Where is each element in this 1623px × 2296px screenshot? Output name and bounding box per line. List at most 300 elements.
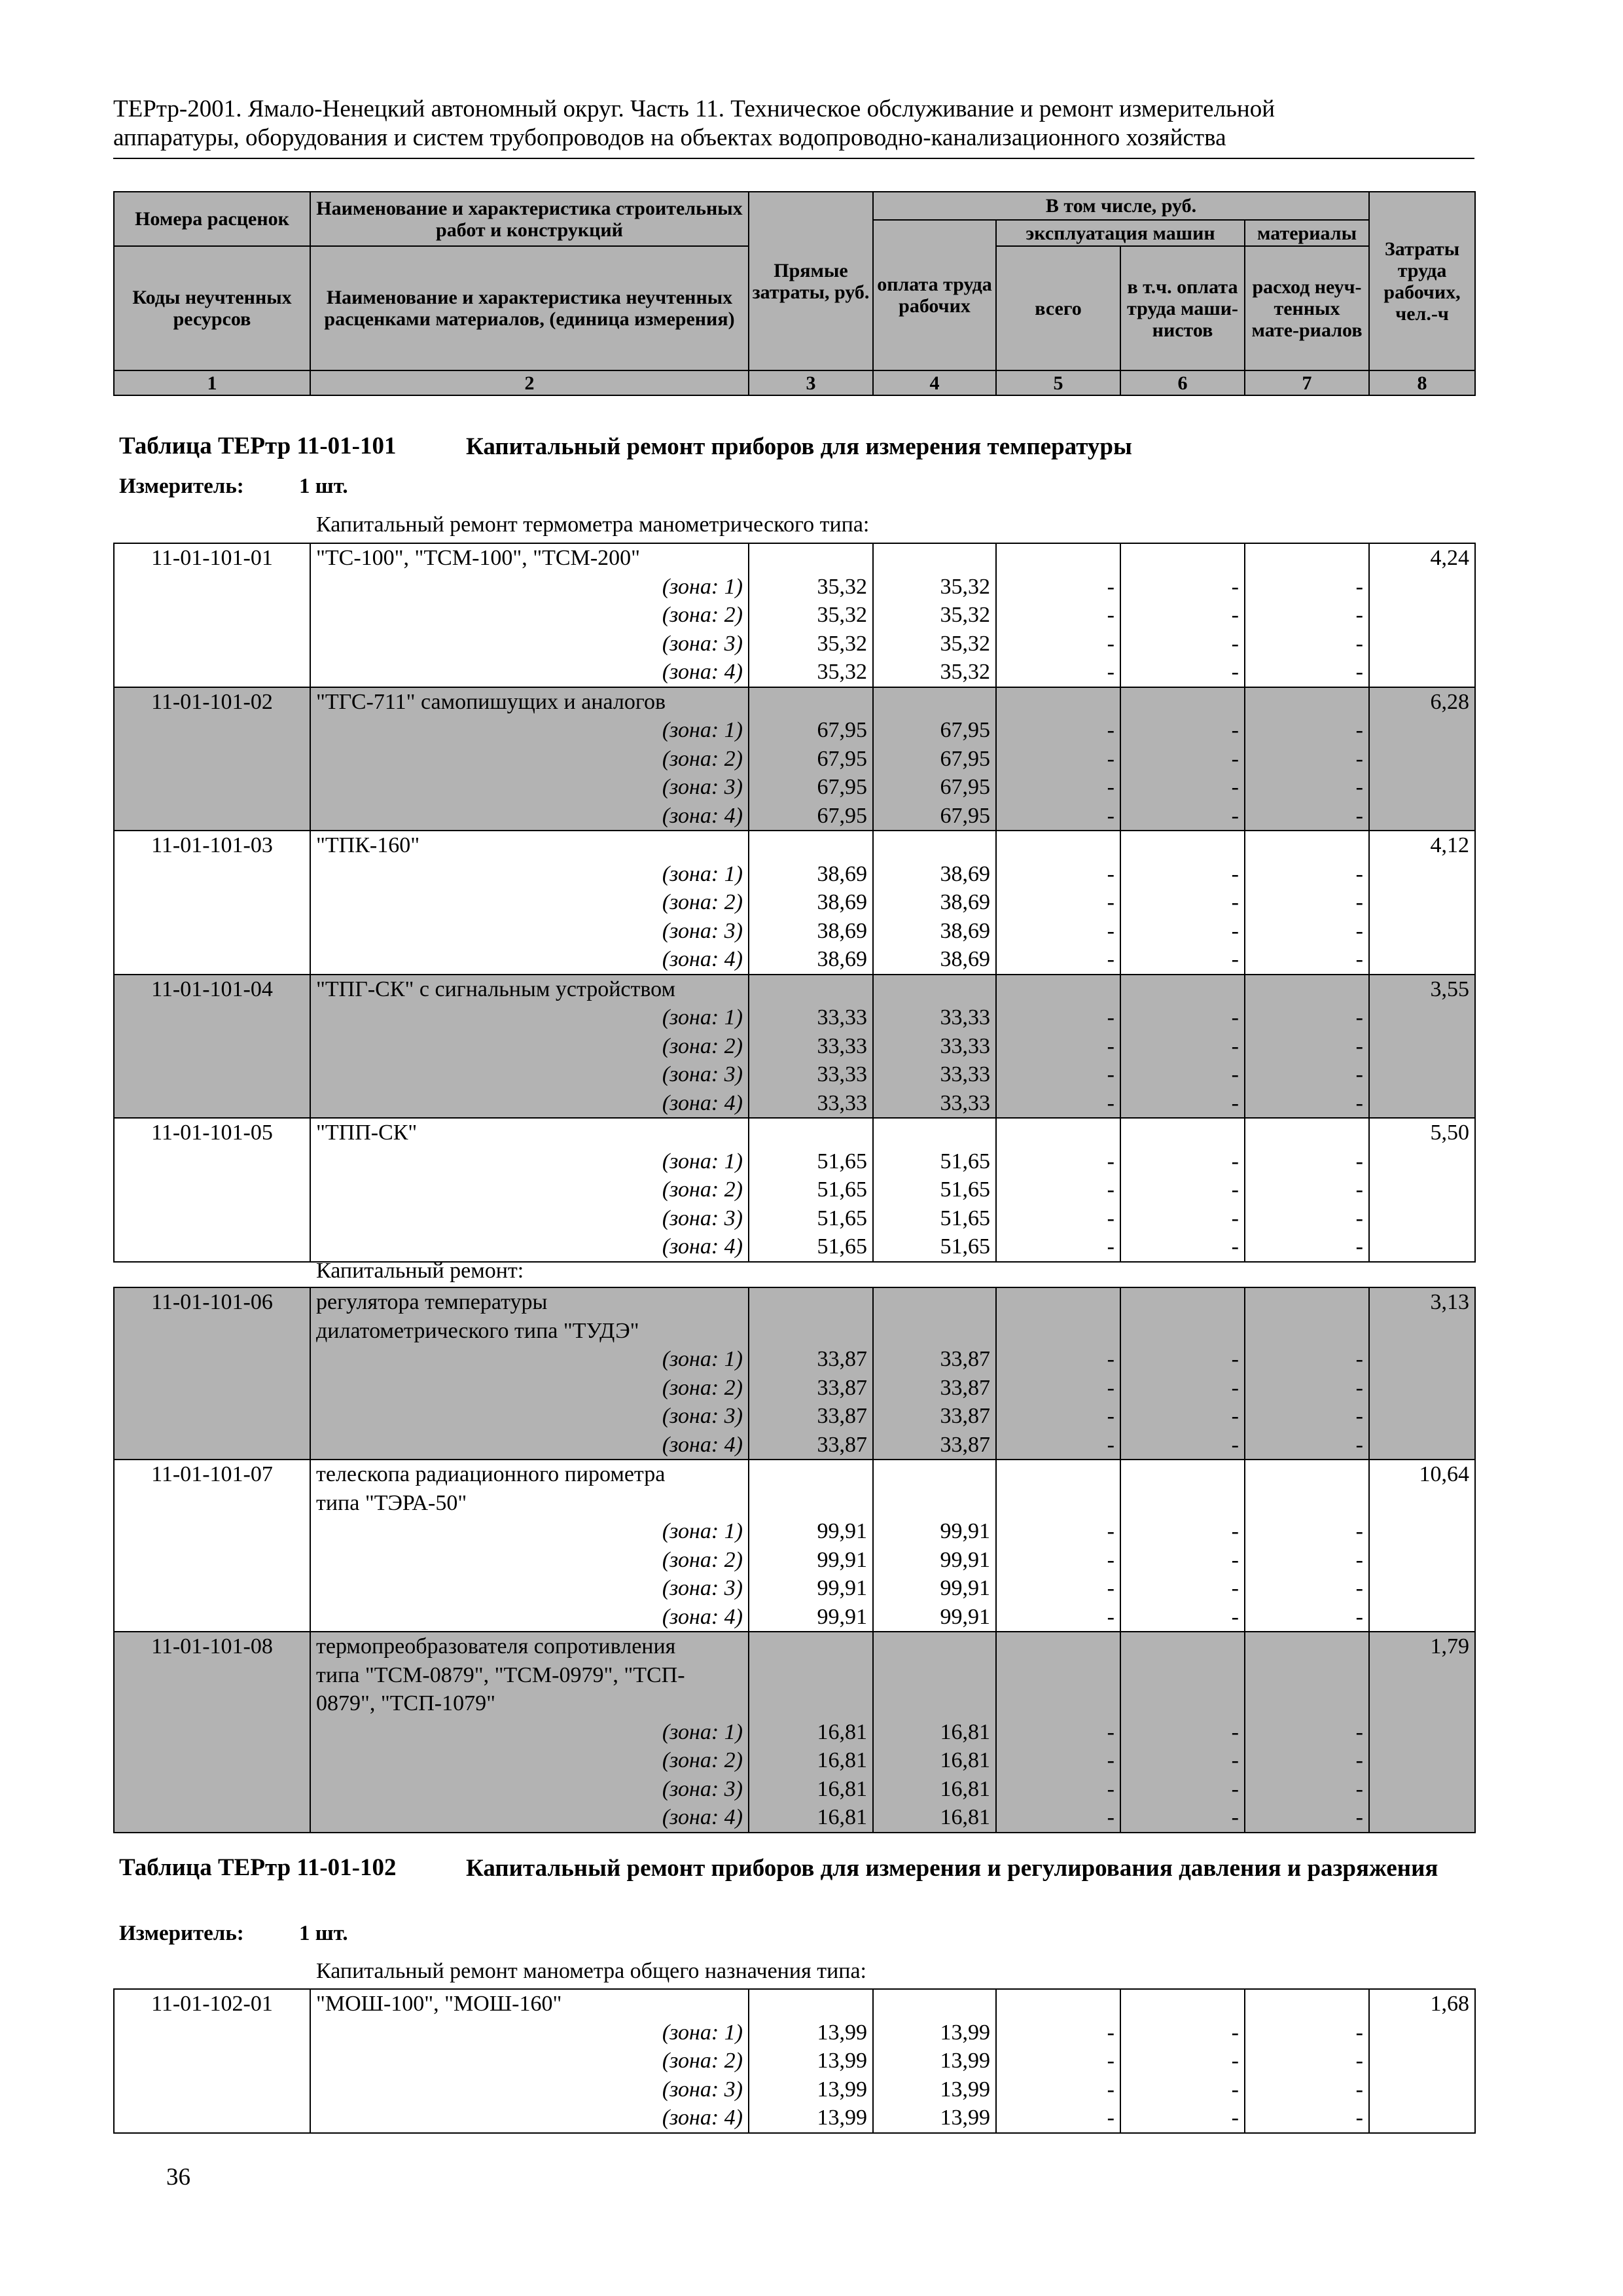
empty-cell bbox=[1369, 1746, 1475, 1775]
rate-group bbox=[114, 543, 1475, 687]
machinist-wage: - bbox=[1120, 1517, 1245, 1546]
worker-wage: 35,32 bbox=[873, 573, 996, 601]
empty-cell bbox=[114, 888, 310, 917]
machines-total: - bbox=[996, 1603, 1120, 1632]
rate-group bbox=[114, 687, 1475, 831]
direct-cost: 33,33 bbox=[749, 1032, 873, 1061]
empty-cell bbox=[1245, 1287, 1369, 1317]
zone-label: (зона: 4) bbox=[310, 2104, 749, 2133]
table-row bbox=[114, 1118, 1475, 1147]
materials-use: - bbox=[1245, 1089, 1369, 1119]
empty-cell bbox=[1245, 1661, 1369, 1690]
header-line-2: аппаратуры, оборудования и систем трубопроводов на объектах водопроводно-канализационного хозяйства bbox=[113, 124, 1226, 151]
machinist-wage: - bbox=[1120, 1574, 1245, 1603]
empty-cell bbox=[1369, 1402, 1475, 1431]
machines-total: - bbox=[996, 745, 1120, 774]
rate-code: 11-01-101-08 bbox=[114, 1632, 310, 1661]
machinist-wage: - bbox=[1120, 1032, 1245, 1061]
worker-wage: 16,81 bbox=[873, 1746, 996, 1775]
empty-cell bbox=[749, 1632, 873, 1661]
rate-name: типа "ТЭРА-50" bbox=[310, 1489, 749, 1518]
zone-row bbox=[114, 658, 1475, 687]
empty-cell bbox=[873, 975, 996, 1004]
zone-label: (зона: 2) bbox=[310, 745, 749, 774]
col-number: 4 bbox=[873, 370, 996, 395]
labor-cost bbox=[1369, 1661, 1475, 1690]
empty-cell bbox=[749, 975, 873, 1004]
empty-cell bbox=[873, 1661, 996, 1690]
direct-cost: 16,81 bbox=[749, 1746, 873, 1775]
machines-total: - bbox=[996, 658, 1120, 687]
zone-label: (зона: 3) bbox=[310, 630, 749, 658]
worker-wage: 13,99 bbox=[873, 2047, 996, 2075]
direct-cost: 51,65 bbox=[749, 1232, 873, 1262]
labor-cost: 1,79 bbox=[1369, 1632, 1475, 1661]
worker-wage: 38,69 bbox=[873, 860, 996, 889]
direct-cost: 38,69 bbox=[749, 860, 873, 889]
labor-cost: 4,24 bbox=[1369, 543, 1475, 573]
empty-cell bbox=[1369, 716, 1475, 745]
labor-cost: 1,68 bbox=[1369, 1989, 1475, 2018]
empty-cell bbox=[1245, 1989, 1369, 2018]
machines-total: - bbox=[996, 888, 1120, 917]
materials-header: материалы bbox=[1245, 220, 1369, 246]
zone-row bbox=[114, 745, 1475, 774]
direct-cost: 38,69 bbox=[749, 945, 873, 975]
empty-cell bbox=[996, 1661, 1120, 1690]
empty-cell bbox=[114, 1431, 310, 1460]
machinist-wage: - bbox=[1120, 573, 1245, 601]
direct-cost: 35,32 bbox=[749, 601, 873, 630]
zone-label: (зона: 4) bbox=[310, 1803, 749, 1833]
empty-cell bbox=[996, 1489, 1120, 1518]
empty-cell bbox=[1245, 1489, 1369, 1518]
empty-cell bbox=[1245, 687, 1369, 717]
direct-cost: 16,81 bbox=[749, 1803, 873, 1833]
direct-cost: 99,91 bbox=[749, 1517, 873, 1546]
zone-label: (зона: 3) bbox=[310, 1402, 749, 1431]
machinist-wage: - bbox=[1120, 2047, 1245, 2075]
materials-use: - bbox=[1245, 945, 1369, 975]
empty-cell bbox=[749, 1287, 873, 1317]
direct-cost: 33,87 bbox=[749, 1431, 873, 1460]
worker-wage: 51,65 bbox=[873, 1147, 996, 1176]
empty-cell bbox=[114, 773, 310, 802]
table1-data-part2 bbox=[113, 1287, 1476, 1833]
worker-wage: 33,87 bbox=[873, 1345, 996, 1374]
table2-meter bbox=[119, 1922, 348, 1946]
zone-row bbox=[114, 1175, 1475, 1204]
empty-cell bbox=[114, 1546, 310, 1575]
materials-use: - bbox=[1245, 2075, 1369, 2104]
direct-cost: 33,87 bbox=[749, 1374, 873, 1403]
machines-total: - bbox=[996, 2104, 1120, 2133]
machinist-wage: - bbox=[1120, 773, 1245, 802]
machines-total: - bbox=[996, 573, 1120, 601]
direct-cost: 51,65 bbox=[749, 1147, 873, 1176]
rate-group bbox=[114, 1460, 1475, 1632]
machinist-wage: - bbox=[1120, 1232, 1245, 1262]
empty-cell bbox=[749, 1489, 873, 1518]
materials-use: - bbox=[1245, 1431, 1369, 1460]
machines-total: - bbox=[996, 1402, 1120, 1431]
direct-cost: 51,65 bbox=[749, 1204, 873, 1233]
zone-row bbox=[114, 2018, 1475, 2047]
empty-cell bbox=[996, 687, 1120, 717]
empty-cell bbox=[1369, 1374, 1475, 1403]
rate-name: "ТПГ-СК" с сигнальным устройством bbox=[310, 975, 749, 1004]
empty-cell bbox=[1369, 1232, 1475, 1262]
meter-value: 1 шт. bbox=[299, 1922, 348, 1945]
zone-label: (зона: 3) bbox=[310, 1060, 749, 1089]
empty-cell bbox=[749, 1661, 873, 1690]
rate-name: "МОШ-100", "МОШ-160" bbox=[310, 1989, 749, 2018]
zone-row bbox=[114, 1374, 1475, 1403]
zone-label: (зона: 2) bbox=[310, 1546, 749, 1575]
table-row bbox=[114, 1661, 1475, 1690]
zone-label: (зона: 2) bbox=[310, 1746, 749, 1775]
materials-use: - bbox=[1245, 917, 1369, 946]
worker-wage: 38,69 bbox=[873, 945, 996, 975]
rate-code: 11-01-101-05 bbox=[114, 1118, 310, 1147]
zone-label: (зона: 3) bbox=[310, 2075, 749, 2104]
labor-cost bbox=[1369, 1689, 1475, 1718]
zone-label: (зона: 4) bbox=[310, 1232, 749, 1262]
empty-cell bbox=[114, 745, 310, 774]
empty-cell bbox=[114, 716, 310, 745]
empty-cell bbox=[1369, 1517, 1475, 1546]
labor-cost: 4,12 bbox=[1369, 831, 1475, 860]
machinist-wage: - bbox=[1120, 945, 1245, 975]
empty-cell bbox=[749, 1118, 873, 1147]
rate-name: термопреобразователя сопротивления bbox=[310, 1632, 749, 1661]
materials-use: - bbox=[1245, 1147, 1369, 1176]
empty-cell bbox=[114, 1032, 310, 1061]
empty-cell bbox=[873, 1632, 996, 1661]
empty-cell bbox=[114, 1746, 310, 1775]
direct-cost: 99,91 bbox=[749, 1603, 873, 1632]
materials-use: - bbox=[1245, 1546, 1369, 1575]
machinist-wage: - bbox=[1120, 1089, 1245, 1119]
empty-cell bbox=[114, 2018, 310, 2047]
labor-cost: 10,64 bbox=[1369, 1460, 1475, 1489]
rate-name: типа "ТСМ-0879", "ТСМ-0979", "ТСП- bbox=[310, 1661, 749, 1690]
zone-row bbox=[114, 1003, 1475, 1032]
materials-use: - bbox=[1245, 1517, 1369, 1546]
empty-cell bbox=[996, 1632, 1120, 1661]
machinist-wage: - bbox=[1120, 1175, 1245, 1204]
empty-cell bbox=[749, 831, 873, 860]
empty-cell bbox=[996, 543, 1120, 573]
header-line-1: ТЕРтр-2001. Ямало-Ненецкий автономный округ. Часть 11. Техническое обслуживание и ремонт измерительной bbox=[113, 96, 1275, 122]
machinist-wage: - bbox=[1120, 917, 1245, 946]
materials-use: - bbox=[1245, 658, 1369, 687]
table-row bbox=[114, 831, 1475, 860]
column-header-table bbox=[113, 191, 1476, 396]
empty-cell bbox=[873, 1287, 996, 1317]
header-rule bbox=[113, 158, 1474, 159]
table1-meter bbox=[119, 475, 348, 499]
direct-cost: 33,33 bbox=[749, 1089, 873, 1119]
materials-use: - bbox=[1245, 1746, 1369, 1775]
empty-cell bbox=[1369, 1175, 1475, 1204]
direct-cost: 33,87 bbox=[749, 1345, 873, 1374]
labor-cost: 3,55 bbox=[1369, 975, 1475, 1004]
direct-cost: 16,81 bbox=[749, 1718, 873, 1747]
empty-cell bbox=[1369, 773, 1475, 802]
machines-total: - bbox=[996, 1089, 1120, 1119]
col2-bottom-header: Наименование и характеристика неучтенных расценками материалов, (единица измерения) bbox=[310, 246, 749, 370]
materials-use: - bbox=[1245, 1345, 1369, 1374]
materials-use: - bbox=[1245, 745, 1369, 774]
table1-caption-1: Капитальный ремонт термометра манометрического типа: bbox=[316, 512, 870, 537]
machinist-wage: - bbox=[1120, 1603, 1245, 1632]
rate-group bbox=[114, 1632, 1475, 1833]
empty-cell bbox=[1245, 831, 1369, 860]
zone-row bbox=[114, 2047, 1475, 2075]
direct-cost: 13,99 bbox=[749, 2047, 873, 2075]
machinist-wage: - bbox=[1120, 1345, 1245, 1374]
materials-use: - bbox=[1245, 1175, 1369, 1204]
worker-wage: 13,99 bbox=[873, 2075, 996, 2104]
worker-wage: 33,87 bbox=[873, 1374, 996, 1403]
zone-label: (зона: 1) bbox=[310, 1517, 749, 1546]
zone-row bbox=[114, 1032, 1475, 1061]
worker-wage: 33,87 bbox=[873, 1431, 996, 1460]
empty-cell bbox=[996, 831, 1120, 860]
empty-cell bbox=[114, 1003, 310, 1032]
empty-cell bbox=[114, 1574, 310, 1603]
zone-row bbox=[114, 1204, 1475, 1233]
worker-wage: 67,95 bbox=[873, 802, 996, 831]
machinist-wage: - bbox=[1120, 745, 1245, 774]
meter-value: 1 шт. bbox=[299, 475, 348, 498]
materials-use: - bbox=[1245, 1003, 1369, 1032]
worker-wage: 33,33 bbox=[873, 1060, 996, 1089]
empty-cell bbox=[1369, 1603, 1475, 1632]
zone-row bbox=[114, 1803, 1475, 1833]
col6-header: в т.ч. оплата труда маши-нистов bbox=[1120, 246, 1245, 370]
empty-cell bbox=[1245, 1632, 1369, 1661]
rate-code: 11-01-101-07 bbox=[114, 1460, 310, 1489]
zone-row bbox=[114, 1603, 1475, 1632]
zone-label: (зона: 1) bbox=[310, 573, 749, 601]
page-header bbox=[113, 95, 1474, 152]
empty-cell bbox=[1120, 831, 1245, 860]
rate-group bbox=[114, 831, 1475, 975]
labor-cost bbox=[1369, 1489, 1475, 1518]
empty-cell bbox=[1245, 975, 1369, 1004]
worker-wage: 51,65 bbox=[873, 1232, 996, 1262]
materials-use: - bbox=[1245, 1803, 1369, 1833]
table1-number: Таблица ТЕРтр 11-01-101 bbox=[119, 433, 397, 459]
rate-group bbox=[114, 1287, 1475, 1460]
empty-cell bbox=[114, 2075, 310, 2104]
materials-use: - bbox=[1245, 1775, 1369, 1804]
empty-cell bbox=[114, 630, 310, 658]
col4-header: оплата труда рабочих bbox=[873, 220, 996, 370]
zone-label: (зона: 2) bbox=[310, 601, 749, 630]
materials-use: - bbox=[1245, 860, 1369, 889]
rate-code: 11-01-102-01 bbox=[114, 1989, 310, 2018]
machines-total: - bbox=[996, 1431, 1120, 1460]
rate-code: 11-01-101-03 bbox=[114, 831, 310, 860]
zone-row bbox=[114, 1089, 1475, 1119]
empty-cell bbox=[114, 658, 310, 687]
materials-use: - bbox=[1245, 2018, 1369, 2047]
col-number: 2 bbox=[310, 370, 749, 395]
machines-total: - bbox=[996, 945, 1120, 975]
table1-title: Капитальный ремонт приборов для измерения температуры bbox=[466, 433, 1132, 460]
materials-use: - bbox=[1245, 1402, 1369, 1431]
machines-total: - bbox=[996, 1718, 1120, 1747]
zone-label: (зона: 4) bbox=[310, 945, 749, 975]
empty-cell bbox=[1245, 543, 1369, 573]
table-row bbox=[114, 1317, 1475, 1346]
empty-cell bbox=[1369, 1003, 1475, 1032]
empty-cell bbox=[873, 1489, 996, 1518]
machines-total: - bbox=[996, 2047, 1120, 2075]
machines-total: - bbox=[996, 2018, 1120, 2047]
machines-total: - bbox=[996, 1374, 1120, 1403]
direct-cost: 67,95 bbox=[749, 802, 873, 831]
worker-wage: 16,81 bbox=[873, 1803, 996, 1833]
empty-cell bbox=[1369, 1147, 1475, 1176]
zone-label: (зона: 4) bbox=[310, 658, 749, 687]
machines-total: - bbox=[996, 802, 1120, 831]
empty-cell bbox=[1369, 945, 1475, 975]
labor-cost: 6,28 bbox=[1369, 687, 1475, 717]
empty-cell bbox=[749, 1460, 873, 1489]
zone-label: (зона: 1) bbox=[310, 1718, 749, 1747]
table-row bbox=[114, 1989, 1475, 2018]
direct-cost: 67,95 bbox=[749, 716, 873, 745]
col1-top-header: Номера расценок bbox=[114, 192, 310, 246]
zone-row bbox=[114, 1147, 1475, 1176]
rate-code: 11-01-101-02 bbox=[114, 687, 310, 717]
machinist-wage: - bbox=[1120, 1718, 1245, 1747]
included-header: В том числе, руб. bbox=[873, 192, 1369, 220]
zone-row bbox=[114, 1345, 1475, 1374]
empty-cell bbox=[749, 1989, 873, 2018]
machines-total: - bbox=[996, 1060, 1120, 1089]
table-row bbox=[114, 975, 1475, 1004]
empty-cell bbox=[873, 543, 996, 573]
materials-use: - bbox=[1245, 773, 1369, 802]
materials-use: - bbox=[1245, 1603, 1369, 1632]
direct-cost: 35,32 bbox=[749, 630, 873, 658]
worker-wage: 38,69 bbox=[873, 917, 996, 946]
meter-label: Измеритель: bbox=[119, 1922, 244, 1945]
direct-cost: 67,95 bbox=[749, 745, 873, 774]
empty-cell bbox=[114, 1060, 310, 1089]
zone-row bbox=[114, 1746, 1475, 1775]
materials-use: - bbox=[1245, 1032, 1369, 1061]
table-row bbox=[114, 1689, 1475, 1718]
zone-label: (зона: 2) bbox=[310, 1175, 749, 1204]
empty-cell bbox=[1245, 1460, 1369, 1489]
machinist-wage: - bbox=[1120, 1060, 1245, 1089]
machines-total: - bbox=[996, 1746, 1120, 1775]
machines-header: эксплуатация машин bbox=[996, 220, 1245, 246]
empty-cell bbox=[1369, 2104, 1475, 2133]
machines-total: - bbox=[996, 1204, 1120, 1233]
col-number: 6 bbox=[1120, 370, 1245, 395]
empty-cell bbox=[1369, 2075, 1475, 2104]
empty-cell bbox=[749, 543, 873, 573]
worker-wage: 35,32 bbox=[873, 601, 996, 630]
machinist-wage: - bbox=[1120, 716, 1245, 745]
materials-use: - bbox=[1245, 1574, 1369, 1603]
empty-cell bbox=[114, 2047, 310, 2075]
empty-cell bbox=[1369, 1803, 1475, 1833]
empty-cell bbox=[114, 1232, 310, 1262]
empty-cell bbox=[1120, 975, 1245, 1004]
materials-use: - bbox=[1245, 573, 1369, 601]
table2-number: Таблица ТЕРтр 11-01-102 bbox=[119, 1854, 397, 1881]
col1-bottom-header: Коды неучтенных ресурсов bbox=[114, 246, 310, 370]
zone-label: (зона: 2) bbox=[310, 2047, 749, 2075]
zone-label: (зона: 2) bbox=[310, 888, 749, 917]
machinist-wage: - bbox=[1120, 802, 1245, 831]
table-row bbox=[114, 687, 1475, 717]
machines-total: - bbox=[996, 630, 1120, 658]
worker-wage: 67,95 bbox=[873, 716, 996, 745]
direct-cost: 33,33 bbox=[749, 1060, 873, 1089]
empty-cell bbox=[1120, 543, 1245, 573]
col5-header: всего bbox=[996, 246, 1120, 370]
table-row bbox=[114, 543, 1475, 573]
col-number: 7 bbox=[1245, 370, 1369, 395]
rate-name: телескопа радиационного пирометра bbox=[310, 1460, 749, 1489]
table-row bbox=[114, 1632, 1475, 1661]
machinist-wage: - bbox=[1120, 1402, 1245, 1431]
empty-cell bbox=[1369, 2047, 1475, 2075]
materials-use: - bbox=[1245, 630, 1369, 658]
empty-cell bbox=[996, 1287, 1120, 1317]
rate-name: 0879", "ТСП-1079" bbox=[310, 1689, 749, 1718]
table2-data bbox=[113, 1988, 1476, 2134]
machines-total: - bbox=[996, 1517, 1120, 1546]
machines-total: - bbox=[996, 773, 1120, 802]
empty-cell bbox=[1120, 1489, 1245, 1518]
empty-cell bbox=[114, 860, 310, 889]
machines-total: - bbox=[996, 1803, 1120, 1833]
worker-wage: 67,95 bbox=[873, 745, 996, 774]
empty-cell bbox=[1245, 1317, 1369, 1346]
empty-cell bbox=[1369, 601, 1475, 630]
machines-total: - bbox=[996, 1232, 1120, 1262]
zone-label: (зона: 3) bbox=[310, 773, 749, 802]
empty-cell bbox=[996, 1689, 1120, 1718]
empty-cell bbox=[114, 802, 310, 831]
empty-cell bbox=[873, 1460, 996, 1489]
worker-wage: 35,32 bbox=[873, 658, 996, 687]
col-number: 5 bbox=[996, 370, 1120, 395]
rate-code bbox=[114, 1661, 310, 1690]
empty-cell bbox=[996, 1118, 1120, 1147]
machinist-wage: - bbox=[1120, 1374, 1245, 1403]
zone-label: (зона: 2) bbox=[310, 1374, 749, 1403]
zone-row bbox=[114, 888, 1475, 917]
zone-row bbox=[114, 1546, 1475, 1575]
machinist-wage: - bbox=[1120, 888, 1245, 917]
zone-row bbox=[114, 601, 1475, 630]
empty-cell bbox=[114, 1775, 310, 1804]
zone-label: (зона: 4) bbox=[310, 802, 749, 831]
rate-code: 11-01-101-06 bbox=[114, 1287, 310, 1317]
machines-total: - bbox=[996, 1003, 1120, 1032]
